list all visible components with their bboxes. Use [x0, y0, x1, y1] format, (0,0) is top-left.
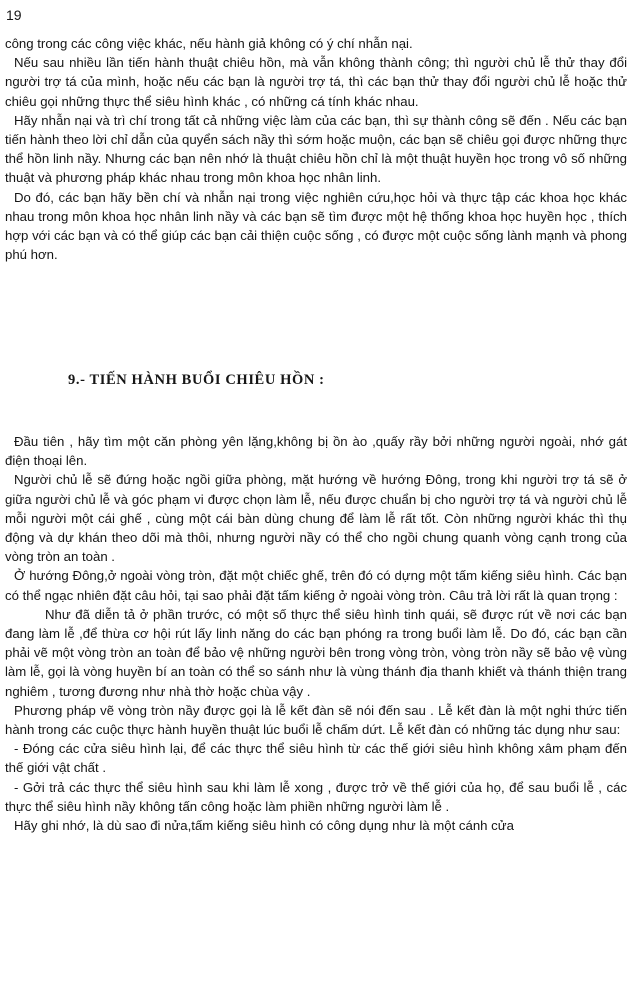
section-heading: 9.- TIẾN HÀNH BUỔI CHIÊU HỒN :	[68, 372, 325, 388]
paragraph: Đầu tiên , hãy tìm một căn phòng yên lặng,không bị ồn ào ,quấy rầy bởi những người ngoài, nhớ gát điện thoại lên.	[5, 434, 627, 469]
section-body	[5, 432, 627, 835]
paragraph: Như đã diễn tả ở phần trước, có một số thực thể siêu hình tinh quái, sẽ được rút về nơi các bạn đang làm lễ ,để thừa cơ hội rút lấy linh năng do các bạn phóng ra trong buổi làm lễ. Do đó, các bạn cần phải vẽ một vòng tròn an toàn để bảo vệ những người bên trong vòng tròn, vòng tròn nầy sẽ bảo vệ vùng làm lễ, gọi là vòng huyền bí an toàn có thể so sánh như là vùng thánh địa thanh khiết và thánh thiện trang nghiêm , tương đương như nhà thờ hoặc chùa vậy .	[5, 606, 627, 699]
paragraph: Người chủ lễ sẽ đứng hoặc ngồi giữa phòng, mặt hướng về hướng Đông, trong khi người trợ tá sẽ ở giữa người chủ lễ và góc phạm vi được chọn làm lễ, nếu được chuẩn bị cho người trợ tá và người chủ lễ mỗi người một cái ghế , cùng một cái bàn dùng chung để làm lễ rất tốt. Còn những người khác thì thụ động và dự khán theo dõi mà thôi, nhưng người nầy có thể cho ngồi chung quanh vòng cạnh trong của vòng tròn an toàn .	[5, 472, 627, 565]
paragraph: Ở hướng Đông,ở ngoài vòng tròn, đặt một chiếc ghế, trên đó có dựng một tấm kiếng siêu hình. Các bạn có thể ngạc nhiên đặt câu hỏi, tại sao phải đặt tấm kiếng ở ngoài vòng tròn. Câu trả lời rất là quan trọng :	[5, 568, 627, 603]
paragraph: Nếu sau nhiều lần tiến hành thuật chiêu hồn, mà vẫn không thành công; thì người chủ lễ thử thay đổi người trợ tá của mình, hoặc nếu các bạn là người trợ tá, thì các bạn thử thay đổi người chủ lễ hoặc thử chiêu gọi những thực thể siêu hình khác , có những cá tính khác nhau.	[5, 55, 627, 109]
list-item: - Gởi trả các thực thể siêu hình sau khi làm lễ xong , được trở về thế giới của họ, để sau buổi lễ , các thực thể siêu hình nầy không tấn công hoặc làm phiền những người làm lễ .	[5, 779, 627, 814]
page-number: 19	[6, 7, 22, 23]
paragraph: Hãy ghi nhớ, là dù sao đi nửa,tấm kiếng siêu hình có công dụng như là một cánh cửa	[14, 818, 514, 834]
paragraph: Hãy nhẫn nại và trì chí trong tất cả những việc làm của các bạn, thì sự thành công sẽ đến . Nếu các bạn tiến hành theo lời chỉ dẫn của quyển sách nầy thì sớm hoặc muộn, các bạn sẽ chiêu gọi được những thực thể hồn linh nầy. Nhưng các bạn nên nhớ là thuật chiêu hồn chỉ là một thuật huyền học trong vô số những thuật và phương pháp khác nhau trong môn khoa học nhân linh.	[5, 112, 627, 186]
list-item: - Đóng các cửa siêu hình lại, để các thực thể siêu hình từ các thế giới siêu hình không xâm phạm đến thế giới vật chất .	[5, 741, 627, 776]
paragraph: Phương pháp vẽ vòng tròn nầy được gọi là lễ kết đàn sẽ nói đến sau . Lễ kết đàn là một nghi thức tiến hành trong các cuộc thực hành huyền thuật lúc buổi lễ chấm dứt. Lễ kết đàn có những tác dụng như sau:	[5, 702, 627, 738]
paragraph: Do đó, các bạn hãy bền chí và nhẫn nại trong việc nghiên cứu,học hỏi và thực tập các khoa học khác nhau trong môn khoa học nhân linh nầy và các bạn sẽ tìm được một hệ thống khoa học huyền học , thích hợp với các bạn và có thể giúp các bạn cải thiện cuộc sống , có được một cuộc sống lành mạnh và phong phú hơn.	[5, 189, 627, 263]
paragraph: công trong các công việc khác, nếu hành giả không có ý chí nhẫn nại.	[5, 36, 413, 51]
intro-text	[5, 34, 627, 264]
